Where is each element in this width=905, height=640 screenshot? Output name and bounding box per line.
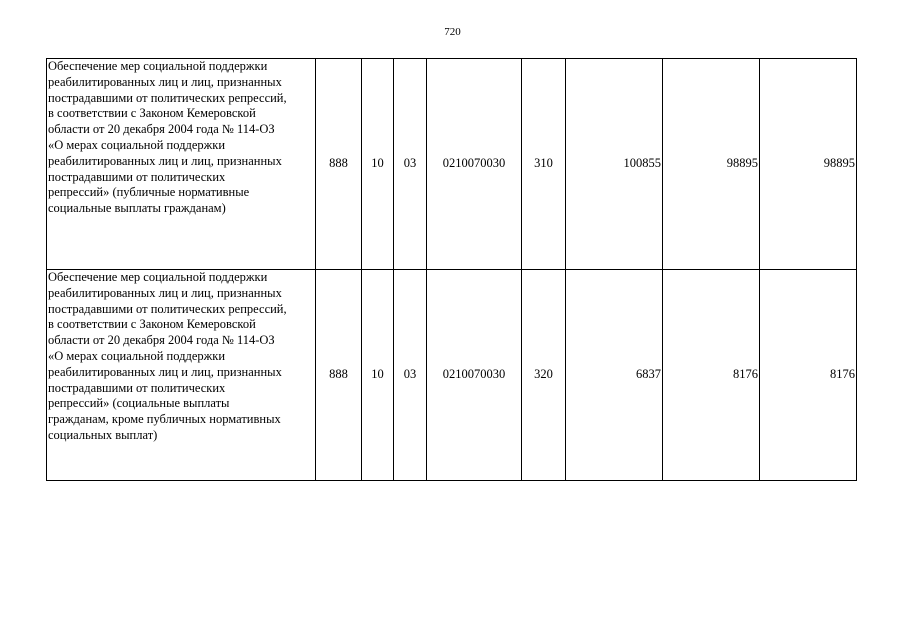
expense-type-code: 320 xyxy=(522,270,566,481)
row-description: Обеспечение мер социальной поддержки реабилитированных лиц и лиц, признанных пострадавшими от политических репрессий, в соответствии с Законом Кемеровской области от 20 декабря 2004 года № 114-ОЗ «О мерах социальной поддержки реабилитированных лиц и лиц, признанных пострадавшими от политических репрессий» (публичные нормативные социальные выплаты гражданам) xyxy=(47,59,316,270)
table-row xyxy=(47,270,857,481)
amount-cell: 8176 xyxy=(663,270,760,481)
budget-table xyxy=(46,58,857,481)
amount-cell: 6837 xyxy=(566,270,663,481)
row-description: Обеспечение мер социальной поддержки реабилитированных лиц и лиц, признанных пострадавшими от политических репрессий, в соответствии с Законом Кемеровской области от 20 декабря 2004 года № 114-ОЗ «О мерах социальной поддержки реабилитированных лиц и лиц, признанных пострадавшими от политических репрессий» (социальные выплаты гражданам, кроме публичных нормативных социальных выплат) xyxy=(47,270,316,481)
amount-cell: 100855 xyxy=(566,59,663,270)
target-article-code: 0210070030 xyxy=(427,59,522,270)
page-number: 720 xyxy=(444,26,461,38)
section-code: 10 xyxy=(362,270,394,481)
target-article-code: 0210070030 xyxy=(427,270,522,481)
expense-type-code: 310 xyxy=(522,59,566,270)
table-row xyxy=(47,59,857,270)
ministry-code: 888 xyxy=(316,270,362,481)
amount-cell: 98895 xyxy=(760,59,857,270)
amount-cell: 98895 xyxy=(663,59,760,270)
subsection-code: 03 xyxy=(394,59,427,270)
subsection-code: 03 xyxy=(394,270,427,481)
ministry-code: 888 xyxy=(316,59,362,270)
section-code: 10 xyxy=(362,59,394,270)
amount-cell: 8176 xyxy=(760,270,857,481)
